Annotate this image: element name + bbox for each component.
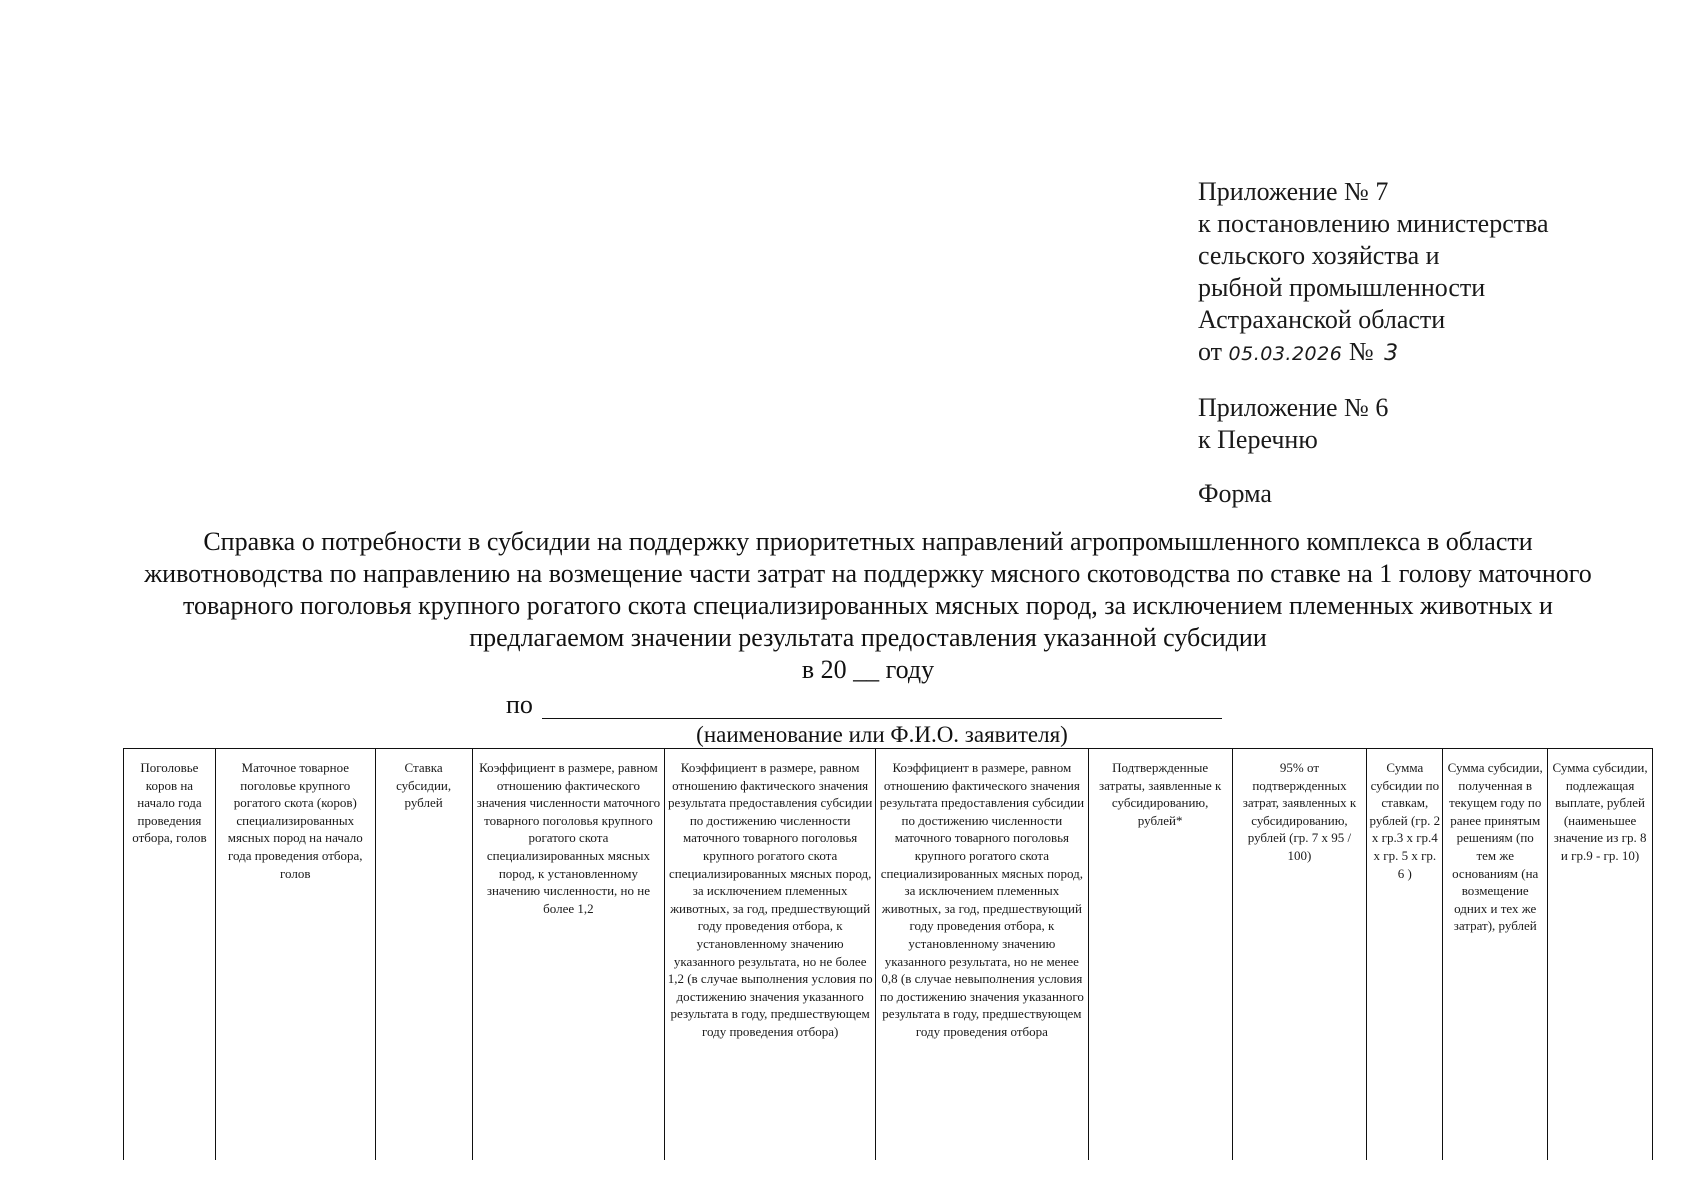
- appendix7-date-line: [1198, 336, 1678, 370]
- table-header-cell: Коэффициент в размере, равном отношению фактического значения численности маточного товарного поголовья крупного рогатого скота специализированных мясных пород, к установленному значению численности, но не более 1,2: [473, 749, 666, 1160]
- table-header-cell: Подтвержденные затраты, заявленные к субсидированию, рублей*: [1089, 749, 1233, 1160]
- appendix7-line4: рыбной промышленности: [1198, 273, 1486, 302]
- date-prefix: от: [1198, 337, 1223, 366]
- form-label: Форма: [1198, 479, 1272, 508]
- applicant-prefix: по: [506, 690, 533, 719]
- appendix7-line5: Астраханской области: [1198, 305, 1446, 334]
- table-header-cell: Сумма субсидии, подлежащая выплате, рублей (наименьшее значение из гр. 8 и гр.9 - гр. 10): [1552, 760, 1648, 863]
- appendix7-line3: сельского хозяйства и: [1198, 241, 1440, 270]
- table-header-cell: Сумма субсидии по ставкам, рублей (гр. 2 х гр.3 х гр.4 х гр. 5 х гр. 6 ): [1367, 749, 1443, 1160]
- subsidy-table: [123, 748, 1653, 1160]
- title-year: в 20 __ году: [801, 655, 935, 684]
- title-main: Справка о потребности в субсидии на поддержку приоритетных направлений агропромышленного комплекса в области животноводства по направлению на возмещение части затрат на поддержку мясного скотоводства по ставке на 1 голову маточного товарного поголовья крупного рогатого скота специализированных мясных пород, за исключением племенных животных и предлагаемом значении результата предоставления указанной субсидии: [144, 527, 1592, 652]
- table-header-cell: Сумма субсидии, полученная в текущем году по ранее принятым решениям (по тем же основаниям (на возмещение одних и тех же затрат), рублей: [1443, 749, 1548, 1160]
- document-title: [130, 526, 1606, 686]
- appendix-block: [1198, 176, 1678, 510]
- table-header-cell: Коэффициент в размере, равном отношению фактического значения результата предоставления субсидии по достижению численности маточного товарного поголовья крупного рогатого скота специализированных мясных пород, за исключением племенных животных, за год, предшествующий году проведения отбора, к установленному значению указанного результата, но не более 1,2 (в случае выполнения условия по достижению значения указанного результата в году, предшествующем году проведения отбора): [665, 749, 876, 1160]
- appendix6-title: Приложение № 6: [1198, 393, 1389, 422]
- table-header-cell: Поголовье коров на начало года проведения отбора, голов: [124, 749, 216, 1160]
- table-header-cell: Маточное товарное поголовье крупного рогатого скота (коров) специализированных мясных пород на начало года проведения отбора, голов: [216, 749, 376, 1160]
- number-prefix: №: [1348, 337, 1374, 366]
- table-header-cell: Ставка субсидии, рублей: [376, 749, 473, 1160]
- appendix7-title: Приложение № 7: [1198, 177, 1389, 206]
- applicant-blank-line: [542, 718, 1222, 719]
- appendix6-line2: к Перечню: [1198, 425, 1318, 454]
- applicant-caption: (наименование или Ф.И.О. заявителя): [696, 722, 1068, 747]
- handwritten-number: 3: [1384, 341, 1399, 366]
- handwritten-date: 05.03.2026: [1228, 343, 1343, 365]
- appendix7-line2: к постановлению министерства: [1198, 209, 1549, 238]
- table-header-cell: Коэффициент в размере, равном отношению фактического значения результата предоставления субсидии по достижению численности маточного товарного поголовья крупного рогатого скота специализированных мясных пород, за исключением племенных животных, за год, предшествующий году проведения отбора, к установленному значению указанного результата, но не менее 0,8 (в случае невыполнения условия по достижению значения указанного результата в году, предшествующем году проведения отбора: [876, 749, 1089, 1160]
- table-header-cell: 95% от подтвержденных затрат, заявленных к субсидированию, рублей (гр. 7 х 95 / 100): [1233, 749, 1368, 1160]
